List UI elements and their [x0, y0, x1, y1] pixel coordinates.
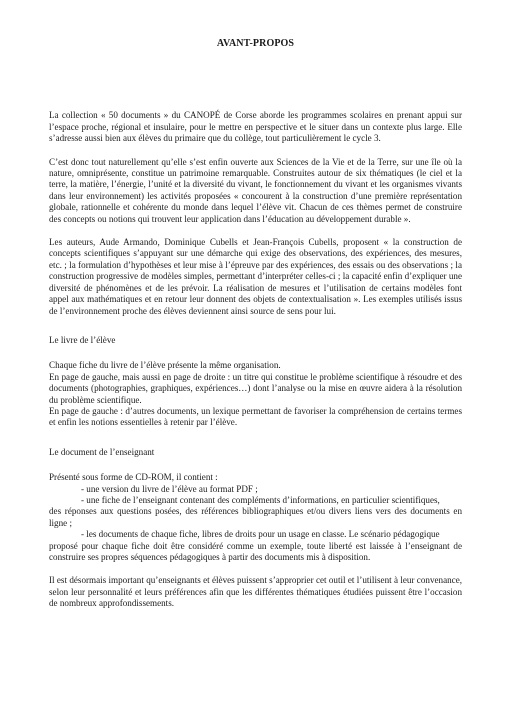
conclusion-paragraph: Il est désormais important qu’enseignants et élèves puissent s’approprier cet outil et l’utilisent à leur convenance, selon leur personnalité et leurs préférences afin que les différentes thématiques étudiées puissent être l’occasion de nombreux approfondissements. — [49, 575, 462, 609]
section-heading-livre: Le livre de l’élève — [49, 334, 116, 345]
list-item-continuation: proposé pour chaque fiche doit être considéré comme un exemple, toute liberté est laissée à l’enseignant de construire ses propres séquences pédagogiques à partir des documents mis à disposition. — [49, 540, 462, 562]
intro-paragraph: La collection « 50 documents » du CANOPÉ de Corse aborde les programmes scolaires en prenant appui sur l’espace proche, régional et insulaire, pour le mettre en perspective et le situer dans un contexte plus large. Elle s’adresse aussi bien aux élèves du primaire que du collège, tout particulièrement le cycle 3. — [49, 110, 462, 144]
enseignant-section — [49, 472, 462, 563]
intro-paragraph: C’est donc tout naturellement qu’elle s’est enfin ouverte aux Sciences de la Vie et de la Terre, sur une île où la nature, omniprésente, constitue un patrimoine remarquable. Construites autour de six thématiques (le ciel et la terre, la matière, l’énergie, l’unité et la diversité du vivant, le fonctionnement du vivant et les organismes vivants dans leur environnement) les activités proposées « concourent à la construction d’une première représentation globale, rationnelle et cohérente du monde dans lequel l’élève vit. Chacun de ces thèmes permet de construire des concepts ou notions qui trouvent leur application dans l’éducation au développement durable ». — [49, 156, 462, 224]
intro-paragraph: Les auteurs, Aude Armando, Dominique Cubells et Jean-François Cubells, proposent « la construction de concepts scientifiques s’appuyant sur une démarche qui exige des observations, des expériences, des mesures, etc. ; la formulation d’hypothèses et leur mise à l’épreuve par des expériences, des essais ou des observations ; la construction progressive de modèles simples, permettant d’interpréter celles-ci ; la capacité enfin d’expliquer une diversité de phénomènes et de les prévoir. La réalisation de mesures et l’utilisation de certains modèles font appel aux mathématiques et en retour leur donnent des objets de contextualisation ». Les exemples utilisés issus de l’environnement proche des élèves deviennent ainsi source de sens pour lui. — [49, 237, 462, 316]
list-item: - une version du livre de l’élève au format PDF ; — [81, 483, 258, 494]
section-heading-enseignant: Le document de l’enseignant — [49, 446, 155, 457]
list-item: - les documents de chaque fiche, libres de droits pour un usage en classe. Le scénario pédagogique — [81, 529, 440, 540]
enseignant-intro: Présenté sous forme de CD-ROM, il contient : — [49, 472, 218, 483]
list-item-continuation: des réponses aux questions posées, des références bibliographiques et/ou divers liens vers des documents en ligne ; — [49, 506, 462, 528]
list-item: - une fiche de l’enseignant contenant des compléments d’informations, en particulier scientifiques, — [81, 494, 440, 505]
livre-section — [49, 360, 462, 428]
livre-line: En page de gauche : d’autres documents, un lexique permettant de favoriser la compréhension de certains termes et enfin les notions essentielles à retenir par l’élève. — [49, 405, 462, 428]
page-title: AVANT-PROPOS — [216, 38, 295, 49]
livre-line: En page de gauche, mais aussi en page de droite : un titre qui constitue le problème scientifique à résoudre et des documents (photographies, graphiques, expériences…) dont l’analyse ou la mise en œuvre aidera à la résolution du problème scientifique. — [49, 371, 462, 405]
livre-line: Chaque fiche du livre de l’élève présente la même organisation. — [49, 360, 281, 371]
